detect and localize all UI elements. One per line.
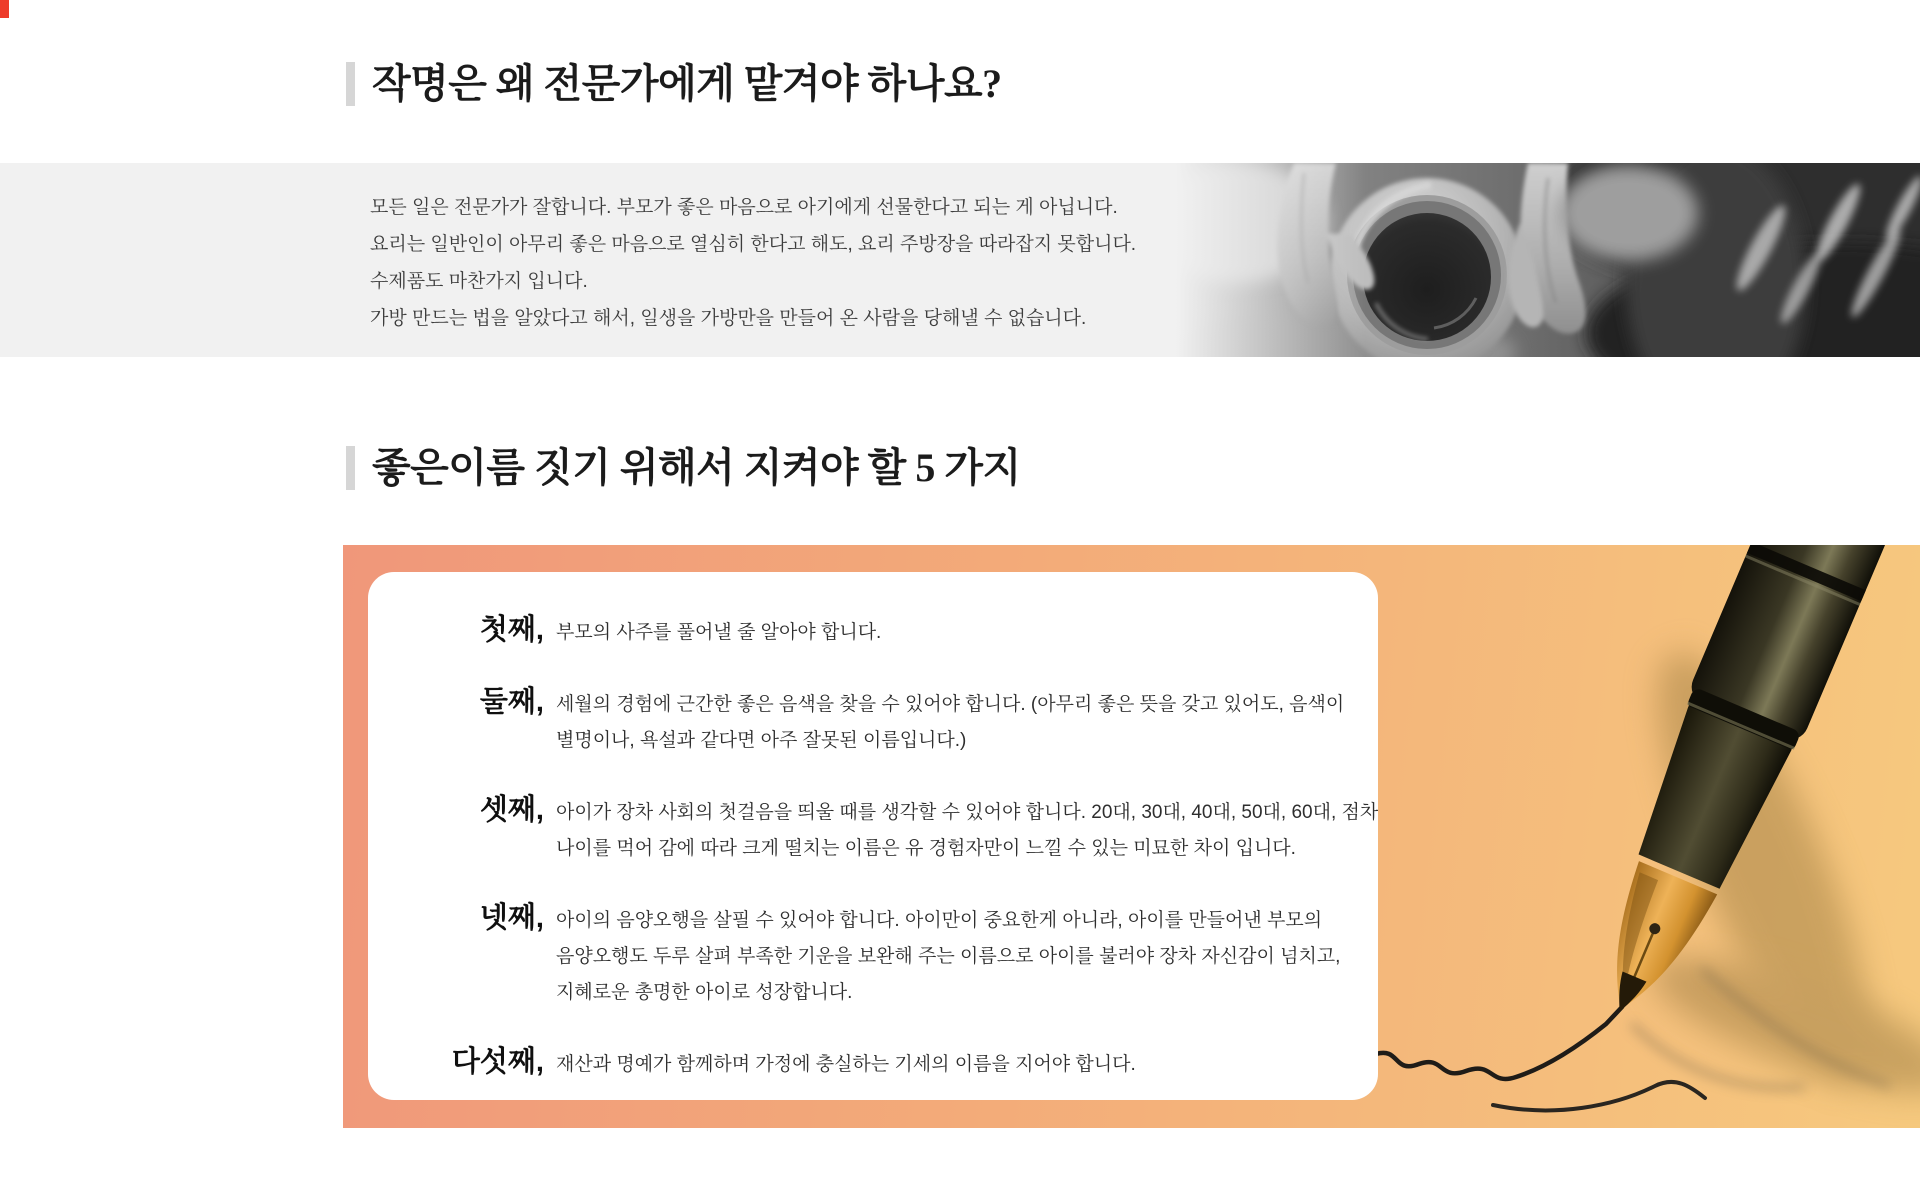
top-left-red-fragment bbox=[0, 0, 9, 18]
pen-body bbox=[1563, 545, 1920, 1036]
section-title-five-rules bbox=[346, 442, 1021, 494]
pen-nib bbox=[1583, 861, 1718, 1027]
rule-label: 다섯째, bbox=[451, 1046, 544, 1078]
paragraph-line: 모든 일은 전문가가 잘합니다. 부모가 좋은 마음으로 아기에게 선물한다고 되는 게 아닙니다. bbox=[370, 197, 1118, 218]
section-title-why-expert bbox=[346, 58, 1002, 110]
nib-slit bbox=[1627, 931, 1654, 995]
title-accent-bar bbox=[346, 446, 355, 490]
pen-grip bbox=[1627, 706, 1791, 893]
rule-label: 둘째, bbox=[479, 686, 544, 718]
rule-label: 첫째, bbox=[479, 614, 544, 646]
expert-banner bbox=[0, 163, 1920, 357]
rule-label: 셋째, bbox=[479, 794, 544, 826]
photo-left-fade bbox=[1176, 163, 1366, 357]
rule-item-2 bbox=[368, 684, 1378, 759]
rule-text: 아이의 음양오행을 살필 수 있어야 합니다. 아이만이 중요한게 아니라, 아이를 만들어낸 부모의 음양오행도 두루 살펴 부족한 기운을 보완해 주는 이름으로 아이를 불러야 장차 자신감이 넘치고, 지혜로운 총명한 아이로 성장합니다. bbox=[556, 910, 1341, 1003]
nib-breather-hole bbox=[1648, 921, 1662, 935]
pen-ring bbox=[1686, 687, 1801, 753]
paragraph-line: 가방 만드는 법을 알았다고 해서, 일생을 가방만을 만들어 온 사람을 당해낼 수 없습니다. bbox=[370, 308, 1087, 329]
rule-text: 아이가 장차 사회의 첫걸음을 띄울 때를 생각할 수 있어야 합니다. 20대, 30대, 40대, 50대, 60대, 점차 나이를 먹어 감에 따라 크게 떨치는 이름은 유 경험자만이 느낄 수 있는 미묘한 차이 입니다. bbox=[556, 802, 1378, 859]
pottery-hands-photo bbox=[1176, 163, 1920, 357]
rules-panel bbox=[368, 572, 1378, 1100]
pottery-photo-graphic bbox=[1176, 163, 1920, 357]
title-accent-bar bbox=[346, 62, 355, 106]
paragraph-line: 수제품도 마찬가지 입니다. bbox=[370, 271, 588, 292]
rule-label: 넷째, bbox=[479, 902, 544, 934]
paragraph-line: 요리는 일반인이 아무리 좋은 마음으로 열심히 한다고 해도, 요리 주방장을 따라잡지 못합니다. bbox=[370, 234, 1137, 255]
expert-paragraph bbox=[370, 189, 1136, 337]
rule-item-1 bbox=[368, 612, 1378, 651]
rule-item-5 bbox=[368, 1044, 1378, 1083]
pen-barrel-joint bbox=[1747, 545, 1866, 601]
pen-barrel bbox=[1686, 545, 1920, 745]
pen-shadow bbox=[1618, 630, 1920, 1119]
rule-text: 재산과 명예가 함께하며 가정에 충실하는 기세의 이름을 지어야 합니다. bbox=[556, 1054, 1136, 1075]
section-title-text: 좋은이름 짓기 위해서 지켜야 할 5 가지 bbox=[372, 445, 1021, 490]
rule-text: 세월의 경험에 근간한 좋은 음색을 찾을 수 있어야 합니다. (아무리 좋은 뜻을 갖고 있어도, 음색이 별명이나, 욕설과 같다면 아주 잘못된 이름입니다.) bbox=[556, 694, 1345, 751]
nib-tip bbox=[1608, 971, 1647, 1016]
rule-text: 부모의 사주를 풀어낼 줄 알아야 합니다. bbox=[556, 622, 882, 643]
section-title-text: 작명은 왜 전문가에게 맡겨야 하나요? bbox=[372, 61, 1002, 106]
rules-card bbox=[343, 545, 1920, 1128]
rule-item-4 bbox=[368, 900, 1378, 1011]
rule-item-3 bbox=[368, 792, 1378, 867]
